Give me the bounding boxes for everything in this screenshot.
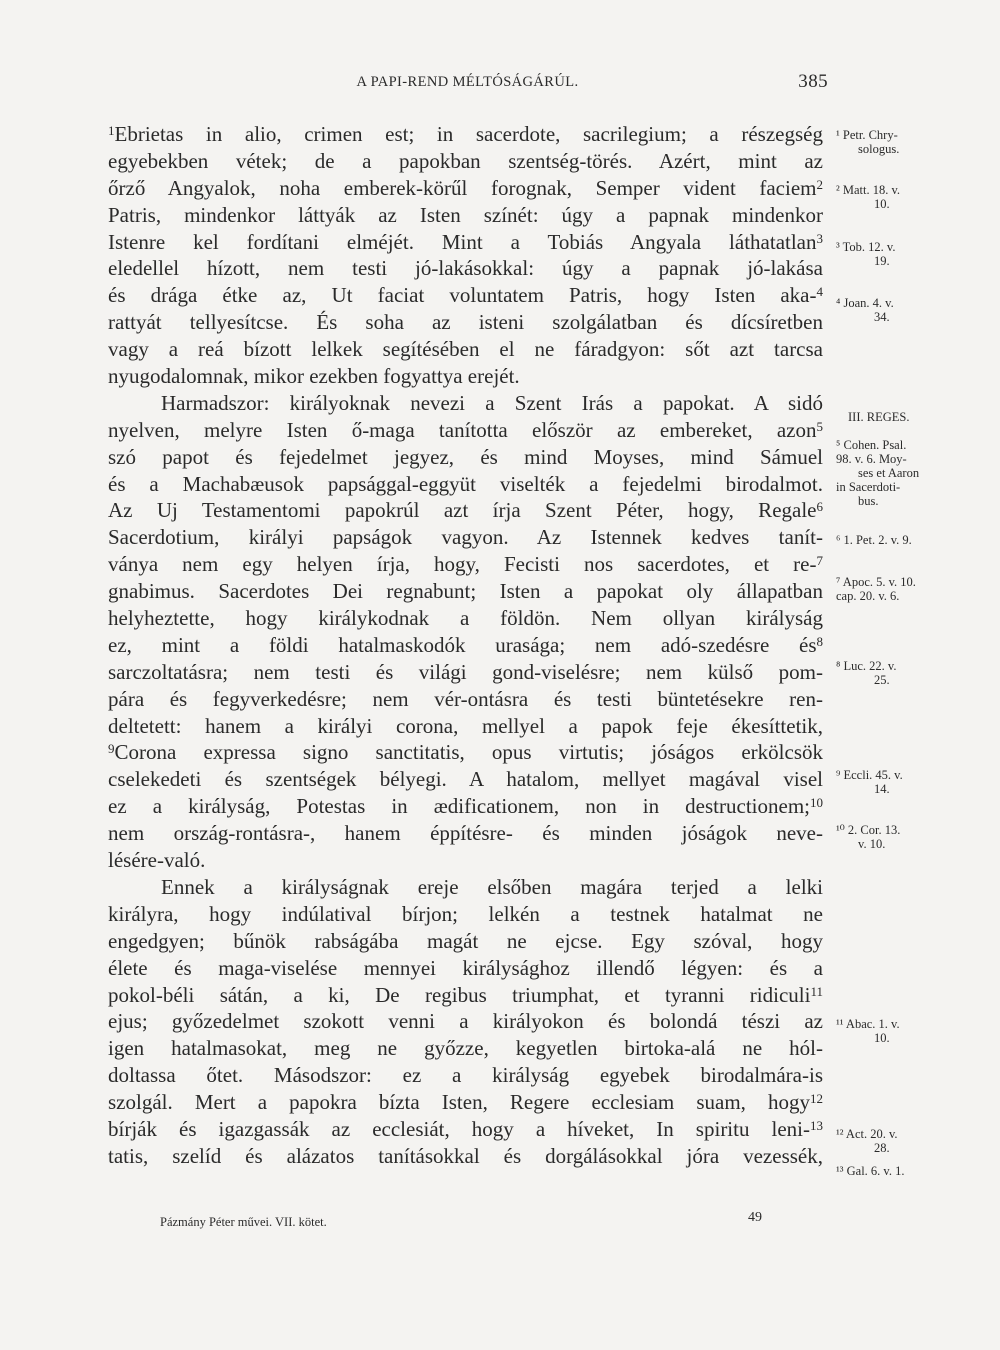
note-ref: 5 [816, 418, 823, 434]
note-ref: 11 [810, 983, 823, 999]
text-line: deltetett: hanem a királyi corona, mellyel a papok feje ékesíttetik, [108, 713, 823, 738]
text-line: ejus; győzedelmet szokott venni a királyokon és bolondá tészi az [108, 1009, 823, 1034]
text-line: Az Uj Testamentomi papokrúl azt írja Szent Péter, hogy, Regale$^6$ [108, 498, 823, 523]
text-line: és a Machabæusok papsággal-eggyüt viselték a fejedelmi birodalmot. [108, 471, 823, 496]
main-text [108, 121, 823, 1170]
text-line: Patris, mindenkor láttyák az Isten színét: úgy a papnak mindenkor [108, 202, 823, 227]
text-line: élete és maga-viselése mennyei királysághoz illendő légyen: és a [108, 955, 823, 980]
note-ref: 12 [810, 1091, 823, 1107]
margin-note: ⁸ Luc. 22. v. 25. [836, 659, 897, 687]
note-ref: 2 [816, 176, 823, 192]
note-ref: 1 [108, 123, 115, 138]
text-line: ványa nem egy helyen írja, hogy, Fecisti nos sacerdotes, et re-$^7$ [108, 552, 823, 577]
text-line: szó papot és fejedelmet jegyez, és mind Moyses, mind Sámuel [108, 444, 823, 469]
margin-note: ¹¹ Abac. 1. v. 10. [836, 1017, 900, 1045]
text-line: szolgál. Mert a papokra bízta Isten, Regere ecclesiam suam, hogy$^{12}$ [108, 1090, 823, 1115]
note-ref: 8 [816, 633, 823, 649]
footer-credit: Pázmány Péter művei. VII. kötet. [160, 1215, 327, 1229]
margin-note: ¹³ Gal. 6. v. 1. [836, 1164, 905, 1178]
running-title: A PAPI-REND MÉLTÓSÁGÁRÚL. [356, 74, 579, 90]
text-line: engedgyen; bűnök rabságába magát ne ejcse. Egy szóval, hogy [108, 928, 823, 953]
text-line: Harmadszor: királyoknak nevezi a Szent Irás a papokat. A sidó [161, 390, 823, 415]
note-ref: 7 [816, 553, 823, 569]
text-line: pára és fegyverkedésre; nem vér-ontásra és testi büntetésekre ren- [108, 686, 823, 711]
margin-note: ¹⁰ 2. Cor. 13. v. 10. [836, 823, 901, 851]
page-number: 385 [798, 71, 828, 92]
margin-heading: III. REGES. [848, 410, 910, 424]
text-line: helyheztette, hogy királykodnak a földön. Nem ollyan királyság [108, 606, 823, 631]
text-line: királyra, hogy indúlatival bírjon; lelkén a testnek hatalmat ne [108, 901, 823, 926]
text-line: lésére-való. [108, 848, 206, 873]
signature-mark: 49 [748, 1210, 762, 1225]
margin-note: ⁶ 1. Pet. 2. v. 9. [836, 533, 912, 547]
note-ref: 3 [816, 230, 823, 246]
note-ref: 6 [816, 499, 823, 515]
text-line: igen hatalmasokat, meg ne győzze, kegyetlen birtoka-alá ne hól- [108, 1036, 823, 1061]
margin-note: ⁴ Joan. 4. v. 34. [836, 296, 894, 324]
text-line: doltassa őtet. Másodszor: ez a királyság egyebek birodalmára-is [108, 1063, 823, 1088]
text-line: nyugodalomnak, mikor ezekben fogyattya erejét. [108, 364, 520, 389]
text-line: Istenre kel fordítani elméjét. Mint a Tobiás Angyala láthatatlan$^3$ [108, 229, 823, 254]
margin-note: ³ Tob. 12. v. 19. [836, 240, 896, 268]
note-ref: 4 [816, 284, 823, 300]
margin-note: ² Matt. 18. v. 10. [836, 183, 901, 211]
text-line: és drága étke az, Ut faciat voluntatem Patris, hogy Isten aka-$^4$ [108, 283, 823, 308]
margin-note: ⁵ Cohen. Psal. 98. v. 6. Moy- ses et Aaron in Sacerdoti- bus. [836, 438, 920, 508]
note-ref: 9 [108, 741, 115, 757]
margin-note: ⁷ Apoc. 5. v. 10. cap. 20. v. 6. [836, 575, 916, 603]
text-line: sarczoltatásra; nem testi és világi gond-viselésre; nem külső pom- [108, 659, 823, 684]
text-line: Sacerdotium, királyi papságok vagyon. Az Istennek kedves tanít- [108, 525, 823, 550]
note-ref: 13 [810, 1117, 823, 1133]
note-ref: 10 [810, 795, 823, 811]
margin-note: ¹ Petr. Chry- sologus. [836, 128, 900, 156]
text-line: pokol-béli sátán, a ki, De regibus triumphat, et tyranni ridiculi$^{11}$ [108, 982, 823, 1007]
text-line: vagy a reá bízott lelkek segítésében el ne fáradgyon: sőt azt tarcsa [108, 337, 823, 362]
text-line: őrző Angyalok, noha emberek-körűl forognak, Semper vident faciem$^2$ [108, 175, 823, 200]
running-header [110, 71, 828, 98]
text-line: ez a királyság, Potestas in ædificationem, non in destructionem;$^{10}$ [108, 794, 823, 819]
text-line: gnabimus. Sacerdotes Dei regnabunt; Isten a papokat oly állapatban [108, 579, 823, 604]
text-line: eledellel hízott, nem testi jó-lakásokkal: úgy a papnak jó-lakása [108, 256, 823, 281]
text-line: nem ország-rontásra-, hanem éppítésre- és minden jóságok neve- [108, 821, 823, 846]
text-line: ez, mint a földi hatalmaskodók urasága; nem adó-szedésre $és^8$ [108, 632, 823, 657]
margin-note: ¹² Act. 20. v. 28. [836, 1127, 898, 1155]
text-line: tatis, szelíd és alázatos tanításokkal és dorgálásokkal jóra vezessék, [108, 1143, 823, 1168]
text-line: $^9$Corona expressa signo sanctitatis, opus virtutis; jóságos erkölcsök [108, 740, 823, 765]
text-line: egyebekben vétek; de a papokban szentség-törés. Azért, mint az [108, 148, 823, 173]
text-line: Ennek a királyságnak ereje elsőben magára terjed a lelki [161, 874, 823, 899]
text-line: nyelven, melyre Isten ő-maga tanította először az embereket, azon$^5$ [108, 417, 823, 442]
text-line: bírják és igazgassák az ecclesiát, hogy a híveket, In spiritu leni-$^{13}$ [108, 1116, 823, 1141]
text-line: rattyát tellyesítcse. És soha az isteni szolgálatban és dícsíretben [108, 310, 823, 335]
text-line: cselekedeti és szentségek bélyegi. A hatalom, mellyet magával visel [108, 767, 823, 792]
margin-note: ⁹ Eccli. 45. v. 14. [836, 768, 903, 796]
text-line: $^1$Ebrietas in alio, crimen est; in sacerdote, sacrilegium; a részegség [108, 122, 823, 146]
